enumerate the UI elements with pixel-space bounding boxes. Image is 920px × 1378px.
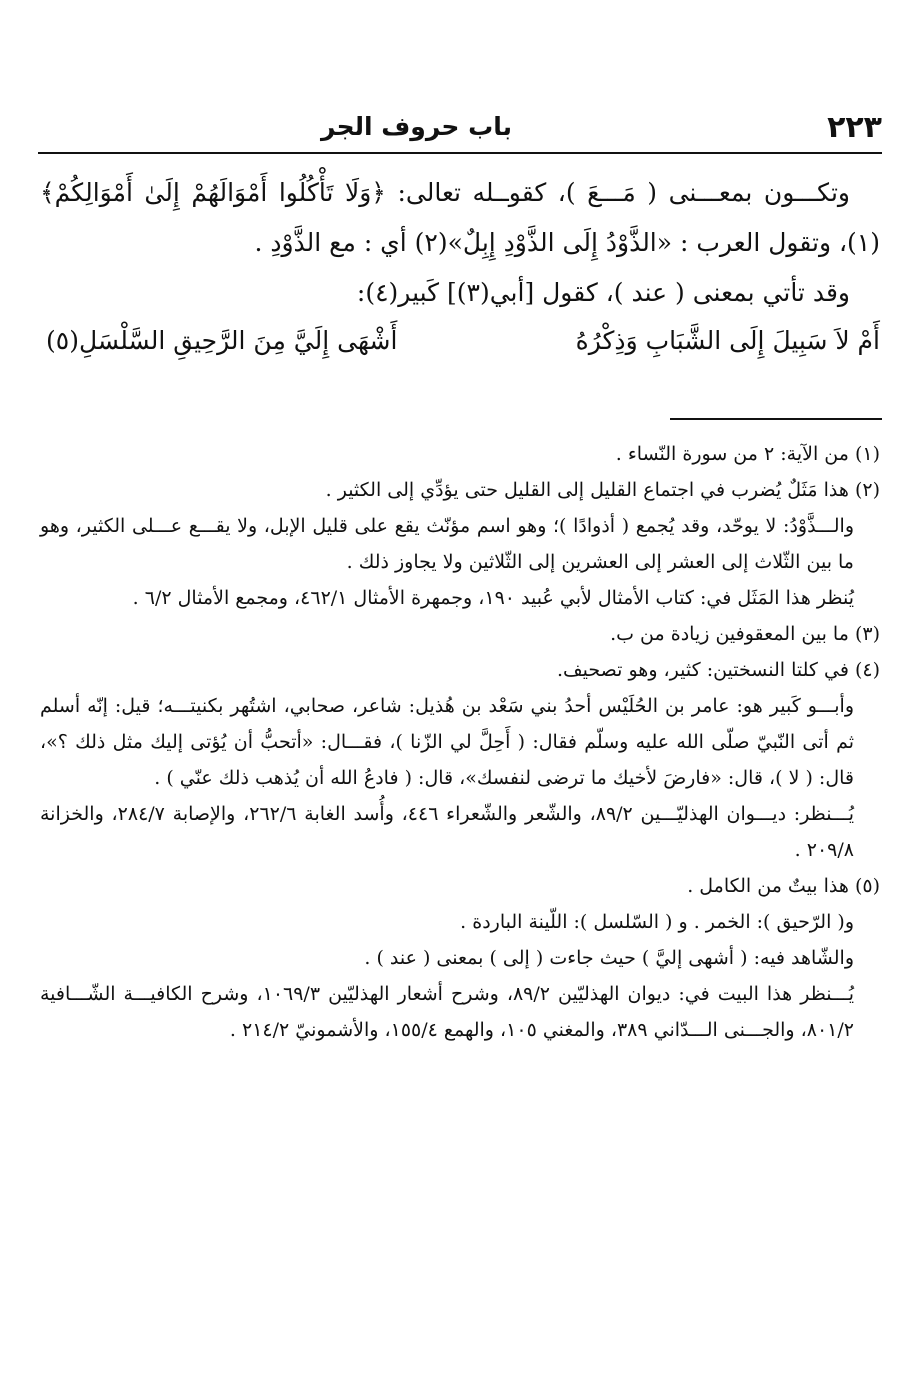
page-header xyxy=(38,108,882,154)
verse-second-hemistich: أَشْهَى إِلَيَّ مِنَ الرَّحِيقِ السَّلْسَلِ(٥) xyxy=(46,326,398,355)
footnote-3: (٣) ما بين المعقوفين زيادة من ب. xyxy=(610,623,880,645)
poetry-verse xyxy=(40,320,880,376)
footnote-4: (٤) في كلتا النسختين: كثير، وهو تصحيف. xyxy=(556,659,880,681)
footnote-5-note-b: والشّاهد فيه: ( أشهى إليَّ ) حيث جاءت ( إلى ) بمعنى ( عند ) . xyxy=(364,947,854,969)
main-paragraph-2: وقد تأتي بمعنى ( عند )، كقول [أبي(٣)] كَبير(٤): xyxy=(356,278,850,307)
footnote-2-note-a: والـــذَّوْدُ: لا يوحّد، وقد يُجمع ( أذوادًا )؛ وهو اسم مؤنّث يقع على قليل الإبل، ولا يقـــع عـــلى الكثير، وهو ما بين الثّلاث إلى العشر إلى العشرين إلى الثّلاثين ولا يجاوز ذلك . xyxy=(40,515,854,573)
footnote-separator xyxy=(670,418,882,420)
footnote-5: (٥) هذا بيتٌ من الكامل . xyxy=(687,875,880,897)
page-number: ٢٢٣ xyxy=(827,110,882,145)
footnote-5-note-a: و( الرّحيق ): الخمر . و ( السّلسل ): اللّينة الباردة . xyxy=(460,911,854,933)
verse-first-hemistich: أَمْ لاَ سَبِيلَ إِلَى الشَّبَابِ وَذِكْرُهُ xyxy=(575,326,880,355)
footnote-5-note-c: يُـــنظر هذا البيت في: ديوان الهذليّين ٨٩/٢، وشرح أشعار الهذليّين ١٠٦٩/٣، وشرح الكافيـــة الشّـــافية ٨٠١/٢، والجـــنى الـــدّاني ٣٨٩، والمغني ١٠٥، والهمع ١٥٥/٤، والأشمونيّ ٢١٤/٢ . xyxy=(40,983,855,1041)
footnote-2: (٢) هذا مَثَلٌ يُضرب في اجتماع القليل إلى القليل حتى يؤدِّي إلى الكثير . xyxy=(325,479,880,501)
footnotes xyxy=(40,436,880,1048)
running-title: باب حروف الجر xyxy=(321,112,512,141)
footnote-2-note-b: يُنظر هذا المَثَل في: كتاب الأمثال لأبي عُبيد ١٩٠، وجمهرة الأمثال ٤٦٢/١، ومجمع الأمثال ٦/٢ . xyxy=(132,587,854,609)
main-text xyxy=(40,168,880,376)
footnote-1: (١) من الآية: ٢ من سورة النّساء . xyxy=(615,443,880,465)
footnote-4-note-b: يُـــنظر: ديـــوان الهذليّـــين ٨٩/٢، والشّعر والشّعراء ٤٤٦، وأُسد الغابة ٢٦٢/٦، والإصابة ٢٨٤/٧، والخزانة ٢٠٩/٨ . xyxy=(40,803,854,861)
footnote-4-note-a: وأبـــو كَبير هو: عامر بن الحُلَيْس أحدُ بني سَعْد بن هُذيل: شاعر، صحابي، اشتُهر بكنيتـــه؛ قيل: إنّه أسلم ثم أتى النّبيّ صلّى الله عليه وسلّم فقال: ( أَحِلَّ لي الزّنا )، فقـــال: «أتحبُّ أن يُؤتى إليك مثل ذلك ؟»، قال: ( لا )، قال: «فارضَ لأخيك ما ترضى لنفسك»، قال: ( فادعُ الله أن يُذهب ذلك عنّي ) . xyxy=(40,695,854,789)
main-paragraph-1: وتكـــون بمعـــنى ( مَـــعَ )، كقوــله تعالى: ﴿وَلَا تَأْكُلُوا أَمْوَالَهُمْ إِلَىٰ أَمْوَالِكُمْ﴾(١)، وتقول العرب : «الذَّوْدُ إِلَى الذَّوْدِ إِبِلٌ»(٢) أي : مع الذَّوْدِ . xyxy=(40,178,880,257)
